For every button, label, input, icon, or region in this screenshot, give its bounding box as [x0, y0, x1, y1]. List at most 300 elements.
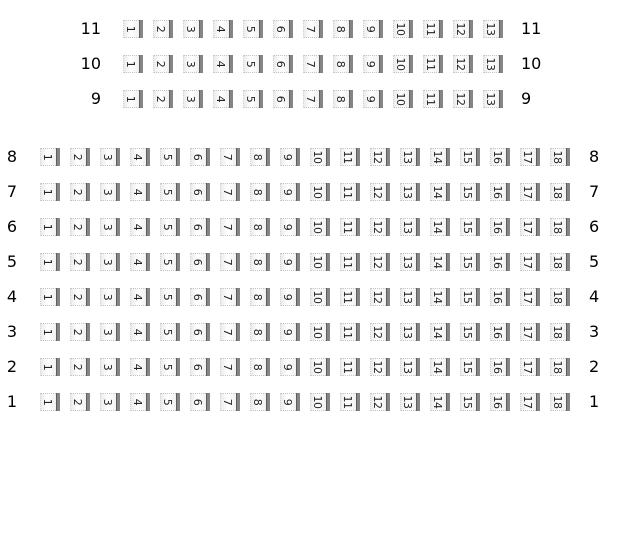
seat-number: 18: [551, 290, 565, 304]
seat-button[interactable]: [153, 55, 174, 73]
seat-number: 13: [401, 395, 415, 409]
seat-number: 5: [161, 258, 175, 266]
seat-button[interactable]: [280, 358, 301, 376]
seat-button[interactable]: [123, 55, 144, 73]
seat-number: 5: [161, 363, 175, 371]
seat-number: 1: [41, 363, 55, 371]
seat-number: 3: [101, 328, 115, 336]
seat-button[interactable]: [220, 393, 241, 411]
seat-number: 3: [184, 60, 198, 68]
seat-number: 5: [161, 223, 175, 231]
seat-button[interactable]: [220, 288, 241, 306]
seat-button[interactable]: [220, 358, 241, 376]
row-label-right: 11: [521, 19, 542, 38]
seat-button[interactable]: [100, 288, 121, 306]
seat-button[interactable]: [220, 253, 241, 271]
seat-button[interactable]: [453, 90, 474, 108]
seat-number: 8: [251, 328, 265, 336]
seat-button[interactable]: [310, 183, 331, 201]
seat-number: 7: [221, 258, 235, 266]
seat-number: 3: [101, 188, 115, 196]
seat-button[interactable]: [183, 20, 204, 38]
seat-button[interactable]: [333, 55, 354, 73]
seat-button[interactable]: [550, 323, 571, 341]
seat-button[interactable]: [460, 358, 481, 376]
seat-number: 11: [424, 57, 438, 71]
seat-button[interactable]: [220, 183, 241, 201]
seat-number: 6: [191, 223, 205, 231]
seat-button[interactable]: [490, 218, 511, 236]
seat-button[interactable]: [273, 90, 294, 108]
seat-button[interactable]: [370, 323, 391, 341]
seat-button[interactable]: [280, 393, 301, 411]
seat-number: 17: [521, 290, 535, 304]
seat-button[interactable]: [490, 148, 511, 166]
seat-number: 4: [214, 25, 228, 33]
seat-button[interactable]: [160, 323, 181, 341]
seat-button[interactable]: [310, 358, 331, 376]
row-label-left: 7: [6, 182, 17, 201]
seat-button[interactable]: [363, 55, 384, 73]
seat-number: 2: [71, 398, 85, 406]
seat-button[interactable]: [520, 358, 541, 376]
seat-button[interactable]: [250, 253, 271, 271]
row-label-left: 3: [6, 322, 17, 341]
seat-button[interactable]: [40, 288, 61, 306]
seat-number: 10: [311, 325, 325, 339]
seat-button[interactable]: [370, 148, 391, 166]
seat-number: 2: [154, 60, 168, 68]
seat-button[interactable]: [160, 358, 181, 376]
seat-button[interactable]: [400, 253, 421, 271]
seat-button[interactable]: [363, 20, 384, 38]
seat-number: 4: [214, 60, 228, 68]
seat-number: 11: [341, 290, 355, 304]
seat-button[interactable]: [130, 288, 151, 306]
seat-button[interactable]: [130, 323, 151, 341]
seat-number: 3: [101, 153, 115, 161]
seat-button[interactable]: [460, 148, 481, 166]
seat-button[interactable]: [400, 288, 421, 306]
seat-button[interactable]: [70, 288, 91, 306]
seat-button[interactable]: [183, 55, 204, 73]
seat-button[interactable]: [393, 90, 414, 108]
seat-button[interactable]: [370, 218, 391, 236]
seat-number: 9: [281, 153, 295, 161]
seat-button[interactable]: [490, 183, 511, 201]
seat-number: 12: [371, 185, 385, 199]
seat-number: 16: [491, 325, 505, 339]
seat-number: 16: [491, 360, 505, 374]
seat-button[interactable]: [183, 90, 204, 108]
seat-button[interactable]: [190, 393, 211, 411]
seat-button[interactable]: [370, 253, 391, 271]
seat-button[interactable]: [40, 323, 61, 341]
seat-button[interactable]: [250, 358, 271, 376]
row-label-right: 6: [589, 217, 600, 236]
seat-button[interactable]: [160, 253, 181, 271]
seat-number: 18: [551, 325, 565, 339]
seat-number: 12: [454, 57, 468, 71]
seat-button[interactable]: [160, 183, 181, 201]
seat-number: 1: [41, 398, 55, 406]
seat-button[interactable]: [160, 288, 181, 306]
seat-button[interactable]: [100, 253, 121, 271]
seat-button[interactable]: [423, 20, 444, 38]
seat-button[interactable]: [123, 90, 144, 108]
seat-number: 11: [341, 185, 355, 199]
seat-button[interactable]: [243, 90, 264, 108]
seat-number: 10: [394, 57, 408, 71]
seat-number: 5: [244, 25, 258, 33]
seat-button[interactable]: [213, 55, 234, 73]
seat-button[interactable]: [190, 288, 211, 306]
seat-number: 13: [401, 325, 415, 339]
seat-button[interactable]: [250, 393, 271, 411]
seat-button[interactable]: [460, 183, 481, 201]
seat-number: 10: [311, 290, 325, 304]
seat-button[interactable]: [280, 288, 301, 306]
seat-button[interactable]: [303, 20, 324, 38]
seat-number: 1: [124, 60, 138, 68]
seat-number: 12: [454, 22, 468, 36]
seat-button[interactable]: [190, 148, 211, 166]
seat-number: 10: [311, 255, 325, 269]
seat-button[interactable]: [550, 358, 571, 376]
seat-button[interactable]: [340, 253, 361, 271]
seat-number: 7: [221, 223, 235, 231]
seat-button[interactable]: [340, 323, 361, 341]
seat-button[interactable]: [400, 323, 421, 341]
seat-number: 10: [311, 185, 325, 199]
seat-button[interactable]: [520, 253, 541, 271]
seat-number: 13: [401, 220, 415, 234]
seat-button[interactable]: [363, 90, 384, 108]
seat-button[interactable]: [370, 183, 391, 201]
seat-button[interactable]: [220, 148, 241, 166]
seat-number: 13: [401, 290, 415, 304]
seat-button[interactable]: [220, 218, 241, 236]
seat-number: 13: [484, 92, 498, 106]
seat-button[interactable]: [400, 218, 421, 236]
row-label-left: 4: [6, 287, 17, 306]
seat-number: 2: [154, 95, 168, 103]
seat-button[interactable]: [370, 288, 391, 306]
row-label-left: 1: [6, 392, 17, 411]
seat-button[interactable]: [400, 148, 421, 166]
seat-number: 9: [281, 328, 295, 336]
seat-button[interactable]: [393, 55, 414, 73]
seat-button[interactable]: [430, 323, 451, 341]
seat-button[interactable]: [310, 288, 331, 306]
seat-button[interactable]: [520, 393, 541, 411]
seat-button[interactable]: [333, 90, 354, 108]
seat-button[interactable]: [40, 358, 61, 376]
seat-button[interactable]: [310, 393, 331, 411]
seat-number: 6: [191, 328, 205, 336]
seat-number: 3: [101, 363, 115, 371]
seat-number: 9: [281, 258, 295, 266]
seat-button[interactable]: [430, 393, 451, 411]
row-label-left: 10: [80, 54, 101, 73]
seat-button[interactable]: [160, 393, 181, 411]
seat-button[interactable]: [340, 358, 361, 376]
seat-number: 6: [191, 293, 205, 301]
seat-button[interactable]: [340, 148, 361, 166]
seat-button[interactable]: [520, 323, 541, 341]
seat-button[interactable]: [460, 253, 481, 271]
seat-button[interactable]: [520, 148, 541, 166]
seat-button[interactable]: [460, 393, 481, 411]
seat-number: 5: [161, 328, 175, 336]
seat-button[interactable]: [100, 148, 121, 166]
seat-number: 14: [431, 395, 445, 409]
seat-number: 10: [311, 220, 325, 234]
seat-button[interactable]: [423, 55, 444, 73]
seat-number: 12: [371, 255, 385, 269]
seat-button[interactable]: [280, 218, 301, 236]
seat-button[interactable]: [160, 218, 181, 236]
seat-button[interactable]: [430, 253, 451, 271]
seat-button[interactable]: [250, 323, 271, 341]
seat-button[interactable]: [213, 20, 234, 38]
seat-number: 7: [221, 328, 235, 336]
seat-button[interactable]: [100, 323, 121, 341]
seat-button[interactable]: [243, 55, 264, 73]
seat-button[interactable]: [460, 323, 481, 341]
seat-button[interactable]: [70, 148, 91, 166]
seat-button[interactable]: [520, 183, 541, 201]
seat-button[interactable]: [190, 253, 211, 271]
seat-number: 4: [131, 363, 145, 371]
seat-button[interactable]: [70, 393, 91, 411]
seat-button[interactable]: [213, 90, 234, 108]
seat-button[interactable]: [430, 183, 451, 201]
seat-button[interactable]: [453, 55, 474, 73]
seat-button[interactable]: [130, 183, 151, 201]
seat-button[interactable]: [123, 20, 144, 38]
seat-button[interactable]: [550, 393, 571, 411]
seat-number: 14: [431, 290, 445, 304]
seat-button[interactable]: [460, 288, 481, 306]
seat-number: 3: [184, 95, 198, 103]
seat-button[interactable]: [160, 148, 181, 166]
seat-button[interactable]: [430, 148, 451, 166]
row-label-right: 2: [589, 357, 600, 376]
seat-button[interactable]: [303, 55, 324, 73]
seat-button[interactable]: [483, 90, 504, 108]
seat-number: 7: [304, 60, 318, 68]
seat-button[interactable]: [153, 20, 174, 38]
seat-button[interactable]: [70, 323, 91, 341]
seat-number: 13: [401, 360, 415, 374]
seat-number: 2: [71, 293, 85, 301]
seat-number: 18: [551, 255, 565, 269]
seat-number: 6: [274, 25, 288, 33]
seat-number: 7: [304, 25, 318, 33]
seat-button[interactable]: [400, 393, 421, 411]
seat-number: 9: [281, 363, 295, 371]
seat-button[interactable]: [550, 183, 571, 201]
seat-number: 14: [431, 325, 445, 339]
seat-button[interactable]: [453, 20, 474, 38]
seat-button[interactable]: [250, 218, 271, 236]
seat-button[interactable]: [220, 323, 241, 341]
seat-button[interactable]: [130, 218, 151, 236]
seat-button[interactable]: [550, 218, 571, 236]
seat-button[interactable]: [550, 253, 571, 271]
seat-number: 3: [101, 398, 115, 406]
seat-number: 6: [191, 398, 205, 406]
seat-button[interactable]: [280, 148, 301, 166]
seat-button[interactable]: [280, 323, 301, 341]
seat-button[interactable]: [70, 218, 91, 236]
seat-button[interactable]: [310, 253, 331, 271]
seat-number: 9: [364, 60, 378, 68]
seat-button[interactable]: [243, 20, 264, 38]
seat-button[interactable]: [400, 183, 421, 201]
seat-number: 6: [191, 363, 205, 371]
seat-button[interactable]: [483, 55, 504, 73]
seat-button[interactable]: [40, 253, 61, 271]
seat-button[interactable]: [190, 323, 211, 341]
seat-button[interactable]: [550, 288, 571, 306]
seat-button[interactable]: [520, 288, 541, 306]
seat-number: 14: [431, 360, 445, 374]
seat-button[interactable]: [370, 358, 391, 376]
seat-button[interactable]: [40, 393, 61, 411]
row-label-left: 5: [6, 252, 17, 271]
seat-number: 2: [71, 188, 85, 196]
seat-button[interactable]: [393, 20, 414, 38]
seat-number: 9: [281, 223, 295, 231]
seat-number: 15: [461, 290, 475, 304]
seat-button[interactable]: [250, 288, 271, 306]
seat-number: 4: [214, 95, 228, 103]
seat-number: 1: [124, 95, 138, 103]
seat-button[interactable]: [130, 358, 151, 376]
seat-number: 2: [71, 153, 85, 161]
seat-number: 18: [551, 220, 565, 234]
seat-button[interactable]: [40, 183, 61, 201]
seat-button[interactable]: [280, 183, 301, 201]
seat-number: 13: [401, 150, 415, 164]
seat-button[interactable]: [520, 218, 541, 236]
seat-number: 2: [71, 223, 85, 231]
seat-button[interactable]: [490, 393, 511, 411]
seat-button[interactable]: [70, 358, 91, 376]
seat-button[interactable]: [130, 148, 151, 166]
seat-number: 13: [484, 22, 498, 36]
seat-button[interactable]: [430, 358, 451, 376]
seat-button[interactable]: [70, 183, 91, 201]
seat-number: 11: [424, 22, 438, 36]
seat-button[interactable]: [430, 218, 451, 236]
row-label-right: 3: [589, 322, 600, 341]
seat-button[interactable]: [100, 393, 121, 411]
seat-button[interactable]: [250, 148, 271, 166]
seat-number: 13: [484, 57, 498, 71]
seat-number: 18: [551, 150, 565, 164]
seat-number: 2: [71, 258, 85, 266]
seat-number: 17: [521, 220, 535, 234]
seat-number: 8: [251, 363, 265, 371]
seat-number: 3: [101, 223, 115, 231]
seat-button[interactable]: [490, 358, 511, 376]
seat-number: 4: [131, 398, 145, 406]
seat-number: 9: [364, 25, 378, 33]
seat-number: 6: [274, 95, 288, 103]
seat-button[interactable]: [153, 90, 174, 108]
seat-button[interactable]: [490, 253, 511, 271]
seat-number: 17: [521, 255, 535, 269]
seat-button[interactable]: [40, 148, 61, 166]
seat-number: 6: [191, 188, 205, 196]
seat-button[interactable]: [100, 358, 121, 376]
seat-number: 12: [371, 395, 385, 409]
seat-button[interactable]: [483, 20, 504, 38]
seat-number: 11: [341, 150, 355, 164]
seat-button[interactable]: [130, 253, 151, 271]
seat-number: 9: [364, 95, 378, 103]
seat-number: 4: [131, 223, 145, 231]
seat-button[interactable]: [550, 148, 571, 166]
seat-number: 8: [334, 60, 348, 68]
seat-button[interactable]: [490, 288, 511, 306]
seat-number: 18: [551, 185, 565, 199]
seat-button[interactable]: [273, 55, 294, 73]
seat-button[interactable]: [40, 218, 61, 236]
seat-button[interactable]: [333, 20, 354, 38]
seat-button[interactable]: [100, 218, 121, 236]
seat-button[interactable]: [100, 183, 121, 201]
seat-button[interactable]: [250, 183, 271, 201]
seat-number: 10: [311, 360, 325, 374]
seat-number: 4: [131, 188, 145, 196]
row-label-left: 6: [6, 217, 17, 236]
seat-number: 16: [491, 255, 505, 269]
seat-button[interactable]: [340, 393, 361, 411]
seat-button[interactable]: [273, 20, 294, 38]
seat-number: 1: [41, 153, 55, 161]
seat-button[interactable]: [130, 393, 151, 411]
seat-button[interactable]: [190, 218, 211, 236]
row-label-left: 2: [6, 357, 17, 376]
seat-button[interactable]: [70, 253, 91, 271]
seat-number: 10: [394, 92, 408, 106]
seat-button[interactable]: [190, 183, 211, 201]
seat-button[interactable]: [280, 253, 301, 271]
seat-number: 11: [341, 360, 355, 374]
seat-button[interactable]: [310, 323, 331, 341]
seat-button[interactable]: [430, 288, 451, 306]
seat-button[interactable]: [190, 358, 211, 376]
seat-button[interactable]: [340, 288, 361, 306]
seat-button[interactable]: [490, 323, 511, 341]
row-label-right: 4: [589, 287, 600, 306]
seat-button[interactable]: [423, 90, 444, 108]
seat-button[interactable]: [310, 218, 331, 236]
seat-button[interactable]: [303, 90, 324, 108]
seat-button[interactable]: [460, 218, 481, 236]
seat-button[interactable]: [370, 393, 391, 411]
seat-number: 10: [311, 150, 325, 164]
seat-button[interactable]: [340, 218, 361, 236]
seat-number: 15: [461, 220, 475, 234]
seat-button[interactable]: [310, 148, 331, 166]
seat-button[interactable]: [400, 358, 421, 376]
seat-button[interactable]: [340, 183, 361, 201]
